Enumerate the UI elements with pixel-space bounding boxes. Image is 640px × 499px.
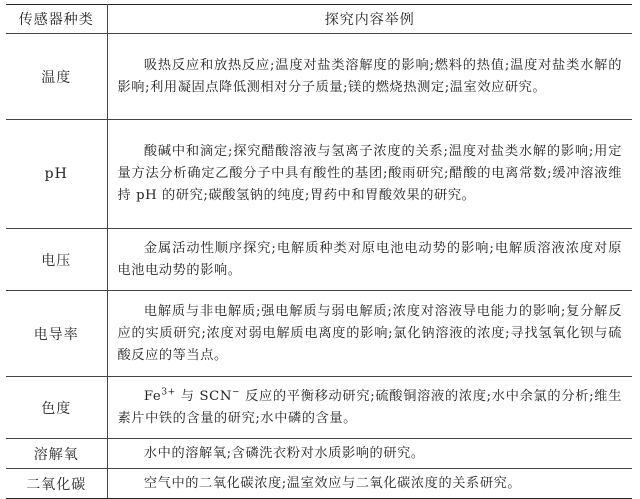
table-row [6,291,632,377]
sensor-type-cell: 色度 [6,377,107,439]
superscript-minus: − [232,387,241,398]
content-cell: 酸碱中和滴定;探究醋酸溶液与氢离子浓度的关系;温度对盐类水解的影响;用定量方法分析确定乙酸分子中具有酸性的基团;酸雨研究;醋酸的电离常数;缓冲溶液维持 pH 的研究;碳酸氢钠的纯度;胃药中和胃酸效果的研究。 [107,120,632,229]
content-mid: 与 SCN [175,388,232,404]
content-rest: 反应的平衡移动研究;硫酸铜溶液的浓度;水中余氯的分析;维生素片中铁的含量的研究;水中磷的含量。 [117,388,622,426]
content-cell: 吸热反应和放热反应;温度对盐类溶解度的影响;燃料的热值;温度对盐类水解的影响;利用凝固点降低测相对分子质量;镁的燃烧热测定;温室效应研究。 [107,34,632,120]
table-row [6,377,632,439]
table-row [6,439,632,469]
sensor-table-container [6,4,632,499]
sensor-type-cell: 溶解氧 [6,439,107,469]
sensor-type-cell: 温度 [6,34,107,120]
superscript-3plus: 3+ [161,387,176,398]
content-prefix: Fe [143,388,162,404]
sensor-type-cell: pH [6,120,107,229]
table-row [6,469,632,499]
table-header-row [6,5,632,34]
sensor-type-cell: 电导率 [6,291,107,377]
content-cell: 电解质与非电解质;强电解质与弱电解质;浓度对溶液导电能力的影响;复分解反应的实质研究;浓度对弱电解质电离度的影响;氯化钠溶液的浓度;寻找氢氧化钡与硫酸反应的等当点。 [107,291,632,377]
table-row [6,120,632,229]
content-cell: 金属活动性顺序探究;电解质种类对原电池电动势的影响;电解质溶液浓度对原电池电动势的影响。 [107,229,632,291]
header-sensor-type: 传感器种类 [6,5,107,34]
content-cell: 水中的溶解氧;含磷洗衣粉对水质影响的研究。 [107,439,632,469]
sensor-type-cell: 二氧化碳 [6,469,107,499]
header-content: 探究内容举例 [107,5,632,34]
table-row [6,229,632,291]
content-cell: 空气中的二氧化碳浓度;温室效应与二氧化碳浓度的关系研究。 [107,469,632,499]
content-cell [107,377,632,439]
sensor-type-cell: 电压 [6,229,107,291]
sensor-table [6,4,632,499]
table-row [6,34,632,120]
